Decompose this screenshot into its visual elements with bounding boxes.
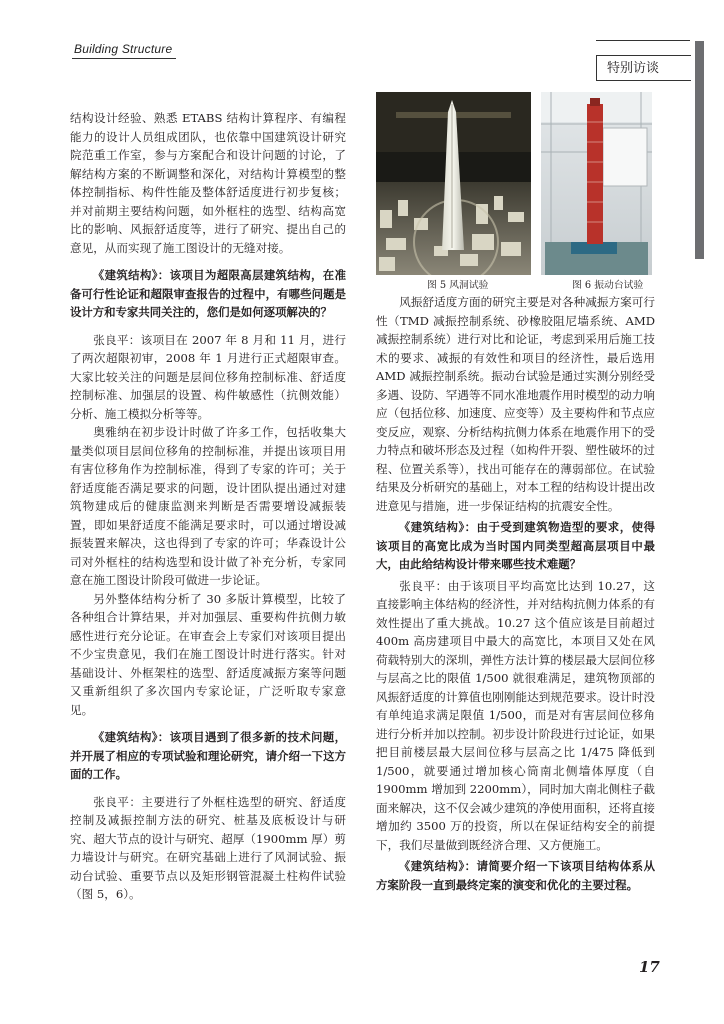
figure-5-caption: 图 5 风洞试验: [427, 280, 489, 291]
interview-question: 《建筑结构》：该项目为超限高层建筑结构，在准备可行性论证和超限审查报告的过程中，有哪些问题是设计方和专家共同关注的，您们是如何逐项解决的？: [70, 268, 346, 319]
journal-underline: [72, 58, 176, 59]
left-column: [70, 109, 346, 904]
paragraph: 张良平：主要进行了外框柱选型的研究、舒适度控制及减振控制方法的研究、桩基及底板设计与研究、超大节点的设计与研究、超厚（1900mm 厚）剪力墙设计与研究。在研究基础上进行了风洞试验、振动台试验、重要节点以及矩形钢管混凝土柱构件试验（图 5，6）。: [70, 794, 346, 901]
paragraph: 结构设计经验、熟悉 ETABS 结构计算程序、有编程能力的设计人员组成团队，也依靠中国建筑设计研究院范重工作室，参与方案配合和设计问题的讨论，了解结构方案的不断调整和深化，对结构计算模型的整体控制指标、构件性能及整体舒适度进行初步复核；并对前期主要结构问题，如外框柱的选型、结构高宽比的影响、风振舒适度等，进行了研究、提出自己的意见，从而实现了施工图设计的无缝对接。: [70, 111, 346, 255]
section-tag: 特别访谈: [596, 55, 691, 81]
paragraph: 奥雅纳在初步设计时做了许多工作，包括收集大量类似项目层间位移角的控制标准，并提出该项目用有害位移角作为控制标准，得到了专家的许可；关于舒适度能否满足要求的问题，设计团队提出通过对建筑物建成后的健康监测来判断是否需要增设减振装置，即如果舒适度不能满足要求时，可以通过增设减振装置来解决，这也得到了专家的许可；华森设计公司对外框柱的结构选型和设计做了补充分析，专家同意在施工图设计阶段可做进一步论证。: [70, 425, 346, 587]
journal-title: Building Structure: [74, 42, 173, 56]
wind-tunnel-photo: [376, 92, 531, 275]
edge-bar: [695, 41, 704, 259]
paragraph: 张良平：该项目在 2007 年 8 月和 11 月，进行了两次超限初审，2008 年 1 月进行正式超限审查。大家比较关注的问题是层间位移角控制标准、舒适度控制标准、加强层的设置、构件敏感性（抗侧效能）分析、施工模拟分析等等。: [70, 332, 346, 421]
interview-question: 《建筑结构》：该项目遇到了很多新的技术问题，并开展了相应的专项试验和理论研究，请介绍一下这方面的工作。: [70, 730, 346, 781]
shaking-table-photo: [541, 92, 652, 275]
right-column: [376, 293, 655, 897]
paragraph: 张良平：由于该项目平均高宽比达到 10.27，这直接影响主体结构的经济性，并对结构抗侧力体系的有效性提出了重大挑战。10.27 这个值应该是目前超过 400m 高房建项目中最大的高宽比，本项目又处在风荷载特别大的深圳，弹性方法计算的楼层最大层间位移与层高之比的限值 1/500 就很难满足，建筑物顶部的风振舒适度的计算值也刚刚能达到规范要求。设计时没有单纯追求满足限值 1/500，而是对有害层间位移角进行分析并加以控制。初步设计阶段进行过论证，如果把目前楼层最大层间位移与层高之比 1/475 降低到 1/500，就要通过增加核心筒南北侧墙体厚度（自 1900mm 增加到 2200mm），同时加大南北侧柱子截面来解决，这不仅会减少建筑的净使用面积，还将直接增加约 3500 万的投资，所以在保证结构安全的前提下，我们尽量做到既经济合理、又方便施工。: [376, 578, 655, 852]
header-rule: [596, 40, 690, 41]
interview-question: 《建筑结构》：请简要介绍一下该项目结构体系从方案阶段一直到最终定案的演变和优化的主要过程。: [376, 859, 655, 892]
paragraph: 另外整体结构分析了 30 多版计算模型，比较了各种组合计算结果，并对加强层、重要构件抗侧力敏感性进行充分论证。在审查会上专家们对该项目提出不少宝贵意见，我们在施工图设计时进行落实。针对基础设计、外框架柱的选型、舒适度减振方案等问题又重新组织了多次国内专家论证，广泛听取专家意见。: [70, 591, 346, 717]
paragraph: 风振舒适度方面的研究主要是对各种减振方案可行性（TMD 减振控制系统、砂橡胶阻尼墙系统、AMD 减振控制系统）进行对比和论证，考虑到采用后施工技术的要求、减振的有效性和项目的经济性，最后选用 AMD 减振控制系统。振动台试验是通过实测分别经受多遇、设防、罕遇等不同水准地震作用时模型的动力响应（包括位移、加速度、应变等）及主要构件和节点应变反应，观察、分析结构抗侧力体系在地震作用下的受力特点和破坏形态及过程（如构件开裂、塑性破坏的过程、位置关系等），找出可能存在的薄弱部位。在试验结果及分析研究的基础上，对本工程的结构设计提出改进意见与措施，进一步保证结构的抗震安全性。: [376, 295, 655, 513]
figure-6-caption: 图 6 振动台试验: [572, 280, 644, 291]
interview-question: 《建筑结构》：由于受到建筑物造型的要求，使得该项目的高宽比成为当时国内同类型超高层项目中最大，由此给结构设计带来哪些技术难题？: [376, 520, 655, 571]
page-number: 17: [639, 958, 660, 976]
